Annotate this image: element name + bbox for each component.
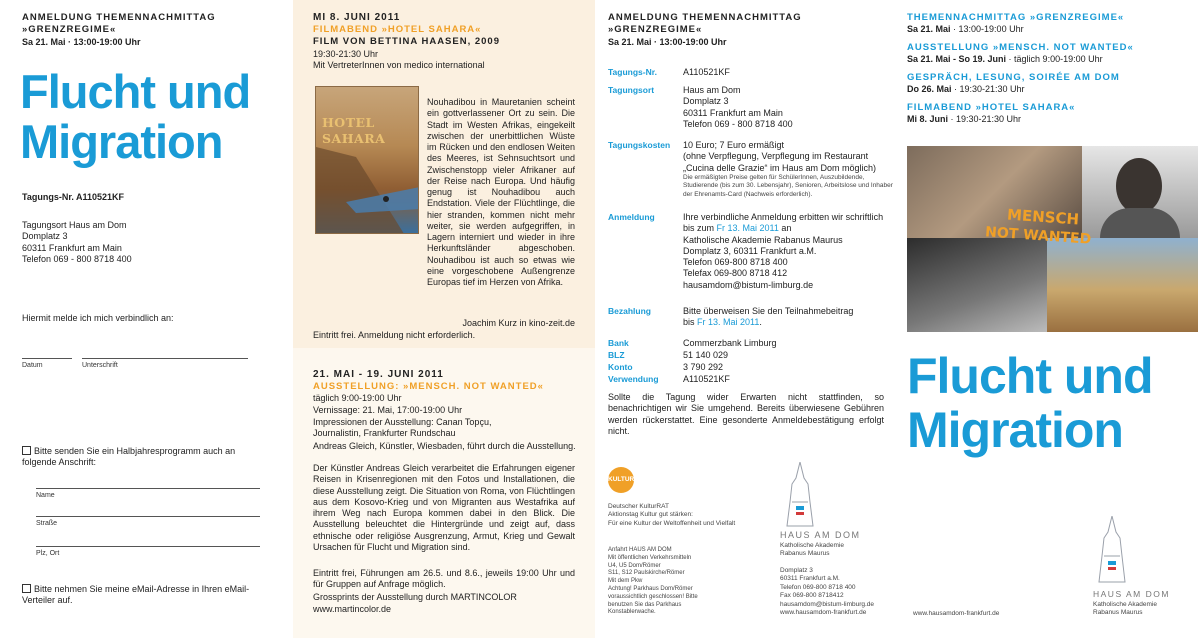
bank-value: Commerzbank Limburg xyxy=(683,338,777,348)
anmeldung-deadline xyxy=(683,223,893,234)
poster-ship-graphic xyxy=(316,87,419,234)
blz-label: BLZ xyxy=(608,350,625,360)
kultur-badge-text: KULTUR xyxy=(608,476,635,483)
kultur-line: Deutscher KulturRAT xyxy=(608,503,669,510)
ev2-date: Sa 21. Mai - So 19. Juni xyxy=(907,54,1007,64)
anfahrt-line: Mit öffentlichen Verkehrsmitteln xyxy=(608,554,692,561)
signature-line[interactable] xyxy=(82,358,248,359)
bezahlung-line: Bitte überweisen Sie den Teilnahmebeitrag xyxy=(683,306,854,316)
logo-sub xyxy=(1093,601,1157,618)
anmeldung-line: Ihre verbindliche Anmeldung erbitten wir schriftlich xyxy=(683,212,884,222)
film-date: MI 8. JUNI 2011 xyxy=(313,12,401,23)
ev1-time: · 13:00-19:00 Uhr xyxy=(950,24,1024,34)
exhibit-title: AUSSTELLUNG: »MENSCH. NOT WANTED« xyxy=(313,381,544,392)
exhibit-vernissage: Vernissage: 21. Mai, 17:00-19:00 Uhr xyxy=(313,405,463,415)
ev2-title: AUSSTELLUNG »MENSCH. NOT WANTED« xyxy=(907,42,1134,53)
kultur-line: Aktionstag Kultur gut stärken: xyxy=(608,511,693,519)
tagungsort-label: Tagungsort xyxy=(608,85,655,95)
exhibit-url[interactable]: www.martincolor.de xyxy=(313,604,392,614)
ev2-time: · täglich 9:00-19:00 Uhr xyxy=(1006,54,1103,64)
anfahrt-line: U4, U5 Dom/Römer xyxy=(608,562,661,569)
konto-label: Konto xyxy=(608,362,633,372)
kosten-line: (ohne Verpflegung, Verpflegung im Restaurant xyxy=(683,151,869,162)
anmeldung-line: Telefon 069-800 8718 400 xyxy=(683,257,788,267)
ev4-time: · 19:30-21:30 Uhr xyxy=(948,114,1022,124)
ev4-date: Mi 8. Juni xyxy=(907,114,949,124)
header-line2: »GRENZREGIME« xyxy=(608,24,703,35)
addr-line: Fax 069-800 8718412 xyxy=(780,592,844,600)
photo-truck xyxy=(1047,238,1198,332)
ev3-time: · 19:30-21:30 Uhr xyxy=(951,84,1025,94)
bezahlung-value xyxy=(683,306,893,329)
film-title: FILMABEND »HOTEL SAHARA« xyxy=(313,24,482,35)
info-panel xyxy=(600,0,896,638)
bezahlung-deadline: bis Fr 13. Mai 2011. xyxy=(683,317,762,328)
kosten-line: 10 Euro; 7 Euro ermäßigt xyxy=(683,140,785,150)
email-option xyxy=(22,584,252,607)
figure xyxy=(383,196,389,202)
anmeldung-line: Telefax 069-800 8718 412 xyxy=(683,268,788,279)
header-date: Sa 21. Mai · 13:00-19:00 Uhr xyxy=(608,37,727,47)
exhibit-prints: Grossprints der Ausstellung durch MARTINCOLOR xyxy=(313,592,517,602)
anfahrt-line: Anfahrt HAUS AM DOM xyxy=(608,547,672,553)
kosten-small: Die ermäßigten Preise gelten für SchülerInnen, Auszubildende, Studierende (bis zum 30. Lebensjahr), Senioren, Arbeitslose und Inhaber der Ehrenamts-Card (Nachweis erforderlich). xyxy=(683,173,893,198)
addr-url[interactable]: www.hausamdom-frankfurt.de xyxy=(780,609,867,617)
email-text: Bitte nehmen Sie meine eMail-Adresse in Ihren eMail-Verteiler auf. xyxy=(22,584,250,606)
photo-portrait xyxy=(1082,146,1198,238)
film-sub: FILM VON BETTINA HAASEN, 2009 xyxy=(313,36,501,47)
ev1-when xyxy=(907,24,1024,35)
venue-line: Tagungsort Haus am Dom xyxy=(22,220,127,230)
anmeldung-email[interactable]: hausamdom@bistum-limburg.de xyxy=(683,279,814,290)
anmeldung-an: an xyxy=(781,223,792,234)
register-text: Hiermit melde ich mich verbindlich an: xyxy=(22,313,174,323)
ev3-when xyxy=(907,84,1025,95)
konto-value: 3 790 292 xyxy=(683,362,724,372)
kosten-line: „Cucina delle Grazie“ im Haus am Dom möglich) xyxy=(683,162,877,173)
logo-sub xyxy=(780,542,844,559)
ev4-title: FILMABEND »HOTEL SAHARA« xyxy=(907,102,1076,113)
ev3-title: GESPRÄCH, LESUNG, SOIRÉE AM DOM xyxy=(907,72,1120,83)
anfahrt-line: S11, S12 Paulskirche/Römer xyxy=(608,570,685,577)
name-line[interactable] xyxy=(36,488,260,489)
cover-url[interactable]: www.hausamdom-frankfurt.de xyxy=(913,610,1000,617)
film-free: Eintritt frei. Anmeldung nicht erforderlich. xyxy=(313,330,476,340)
unterschrift-label: Unterschrift xyxy=(82,362,118,369)
tagungsort-line: Domplatz 3 xyxy=(683,96,729,107)
email-checkbox[interactable] xyxy=(22,584,31,593)
ev4-when xyxy=(907,114,1021,125)
name-label: Name xyxy=(36,492,55,499)
photo-overlay-2: NOT WANTED xyxy=(984,224,1092,248)
bezahlung-bis: bis xyxy=(683,317,695,328)
events-panel xyxy=(293,0,595,638)
kultur-line: Für eine Kultur der Weltoffenheit und Vielfalt xyxy=(608,519,736,527)
verwendung-value: A110521KF xyxy=(683,374,730,384)
addr-line: 60311 Frankfurt a.M. xyxy=(780,575,840,583)
photo-bw xyxy=(907,238,1047,332)
film-author: Joachim Kurz in kino-zeit.de xyxy=(462,318,575,328)
blz-value: 51 140 029 xyxy=(683,350,729,360)
bank-label: Bank xyxy=(608,338,629,348)
verwendung-label: Verwendung xyxy=(608,374,659,384)
halbjahr-checkbox[interactable] xyxy=(22,446,31,455)
title-line1: Flucht und xyxy=(20,65,251,118)
tagungsort-line: Haus am Dom xyxy=(683,85,741,95)
logo-sub1: Katholische Akademie xyxy=(780,542,844,549)
film-poster-image xyxy=(315,86,419,234)
logo-sub1: Katholische Akademie xyxy=(1093,601,1157,608)
ev1-title: THEMENNACHMITTAG »GRENZREGIME« xyxy=(907,12,1125,23)
logo-sub2: Rabanus Maurus xyxy=(1093,609,1143,617)
strasse-line[interactable] xyxy=(36,516,260,517)
exhibit-guide: Andreas Gleich, Künstler, Wiesbaden, führt durch die Ausstellung. xyxy=(313,441,576,451)
poster-title: HOTEL SAHARA xyxy=(322,115,386,146)
plz-label: Plz, Ort xyxy=(36,550,60,557)
kultur-badge-icon xyxy=(608,467,634,493)
header-line1: ANMELDUNG THEMENNACHMITTAG xyxy=(608,12,802,23)
title-line2: Migration xyxy=(20,115,223,168)
photo-overlay-1: MENSCH xyxy=(1006,205,1080,229)
logo-sub2: Rabanus Maurus xyxy=(780,550,830,558)
anmeldung-bis: bis zum xyxy=(683,223,715,234)
datum-label: Datum xyxy=(22,362,43,369)
ev3-date: Do 26. Mai xyxy=(907,84,952,94)
tagungsort-line: 60311 Frankfurt am Main xyxy=(683,107,783,118)
ev1-date: Sa 21. Mai xyxy=(907,24,951,34)
exhibit-time: täglich 9:00-19:00 Uhr xyxy=(313,393,402,403)
kosten-value xyxy=(683,140,893,199)
kultur-text xyxy=(608,503,783,528)
addr-email[interactable]: hausamdom@bistum-limburg.de xyxy=(780,600,875,608)
address-block xyxy=(780,567,874,618)
title-line1: Flucht und xyxy=(907,348,1153,404)
anfahrt-line: Mit dem Pkw xyxy=(608,578,643,585)
strasse-label: Straße xyxy=(36,520,58,527)
exhibit-free: Eintritt frei, Führungen am 26.5. und 8.6., jeweils 19:00 Uhr und für Gruppen auf Anfrage möglich. xyxy=(313,568,575,590)
tagungs-nr: Tagungs-Nr. A110521KF xyxy=(22,192,125,202)
tagungsnr-value: A110521KF xyxy=(683,67,730,77)
anfahrt-line: Achtung! Parkhaus Dom/Römer voraussichtlich geschlossen! Bitte benutzen Sie das Parkhaus Konstablerwache. xyxy=(608,585,698,616)
registration-form-panel xyxy=(0,0,288,638)
anmeldung-value xyxy=(683,212,893,291)
halbjahr-option xyxy=(22,446,262,469)
cover-panel xyxy=(903,0,1200,638)
header-line1: ANMELDUNG THEMENNACHMITTAG xyxy=(22,12,216,23)
tagungsnr-label: Tagungs-Nr. xyxy=(608,67,657,77)
tagungsort-line: Telefon 069 - 800 8718 400 xyxy=(683,118,793,129)
film-time: 19:30-21:30 Uhr xyxy=(313,49,379,59)
date-line[interactable] xyxy=(22,358,72,359)
exhibition-photo-collage xyxy=(907,146,1198,332)
anmeldung-label: Anmeldung xyxy=(608,212,655,222)
ship-hull xyxy=(316,147,406,234)
ev2-when xyxy=(907,54,1103,65)
venue-line: 60311 Frankfurt am Main xyxy=(22,242,122,253)
logo-name: HAUS AM DOM xyxy=(1093,589,1170,599)
venue-line: Telefon 069 - 800 8718 400 xyxy=(22,253,132,264)
film-text: Nouhadibou in Mauretanien scheint ein gottverlassener Ort zu sein. Die Stadt im Westen Afrikas, eingekeilt zwischen der unerbittlichen Wüste im Rücken und den endlosen Weiten des Meeres, ist Sehnsuchtsort und Zwischenstopp vieler Afrikaner auf der Reise nach Europa. Und häufig genug ist Nouhadibou auch Endstation. Viele der Flüchtlinge, die hier stranden, kommen nicht mehr weiter, sie werden aufgegriffen, in Lagern interniert und wieder in ihre Herkunftsländer abgeschoben. Nouhadibou ist auch so etwas wie eine vorgeschobene Außengrenze Europas tief im Herzen von Afrika. xyxy=(427,97,575,287)
haus-am-dom-tower-icon xyxy=(1093,516,1131,584)
halbjahr-text: Bitte senden Sie ein Halbjahresprogramm auch an folgende Anschrift: xyxy=(22,446,236,468)
plz-line[interactable] xyxy=(36,546,260,547)
title-line2: Migration xyxy=(907,402,1123,458)
addr-line: Domplatz 3 xyxy=(780,567,813,574)
tagungsort-value xyxy=(683,85,893,130)
header-date: Sa 21. Mai · 13:00-19:00 Uhr xyxy=(22,37,141,47)
header-line2: »GRENZREGIME« xyxy=(22,24,117,35)
anmeldung-date: Fr 13. Mai 2011 xyxy=(716,223,779,234)
haus-am-dom-tower-icon xyxy=(780,462,820,528)
anfahrt-text xyxy=(608,547,720,617)
exhibit-text: Der Künstler Andreas Gleich verarbeitet die Erfahrungen eigener Reisen in Krisenregionen mit den Fotos und Installationen, die diese Ausstellung zeigt. Die Situation von Roma, von Flüchtlingen aus dem Kosovo-Krieg und von Migranten aus Westafrika auf ihrem Weg nach Europa kommen dabei in den Blick. Die Ausstellung beleuchtet die Hintergründe und zeigt auf, dass ethnische oder religiöse Ausgrenzung, Armut, Krieg und Gewalt Ursachen für Flucht und Migration sind. xyxy=(313,463,575,552)
venue-block xyxy=(22,220,132,265)
addr-line: Telefon 069-800 8718 400 xyxy=(780,583,856,591)
venue-line: Domplatz 3 xyxy=(22,231,68,242)
exhibit-date: 21. MAI - 19. JUNI 2011 xyxy=(313,369,444,380)
logo-name: HAUS AM DOM xyxy=(780,530,861,540)
film-guests: Mit VertreterInnen von medico international xyxy=(313,60,485,70)
exhibit-impressions: Impressionen der Ausstellung: Canan Topçu, Journalistin, Frankfurter Rundschau xyxy=(313,417,492,439)
bezahlung-label: Bezahlung xyxy=(608,306,651,316)
anmeldung-line: Domplatz 3, 60311 Frankfurt a.M. xyxy=(683,245,817,256)
kosten-label: Tagungskosten xyxy=(608,140,671,150)
anmeldung-line: Katholische Akademie Rabanus Maurus xyxy=(683,234,843,245)
bezahlung-date: Fr 13. Mai 2011 xyxy=(697,317,760,328)
notice-text: Sollte die Tagung wider Erwarten nicht stattfinden, so benachrichtigen wir Sie umgehend. Bereits überwiesene Gebühren werden rückerstattet. Eine gesonderte Anmeldebestätigung erfolgt nicht. xyxy=(608,392,884,436)
